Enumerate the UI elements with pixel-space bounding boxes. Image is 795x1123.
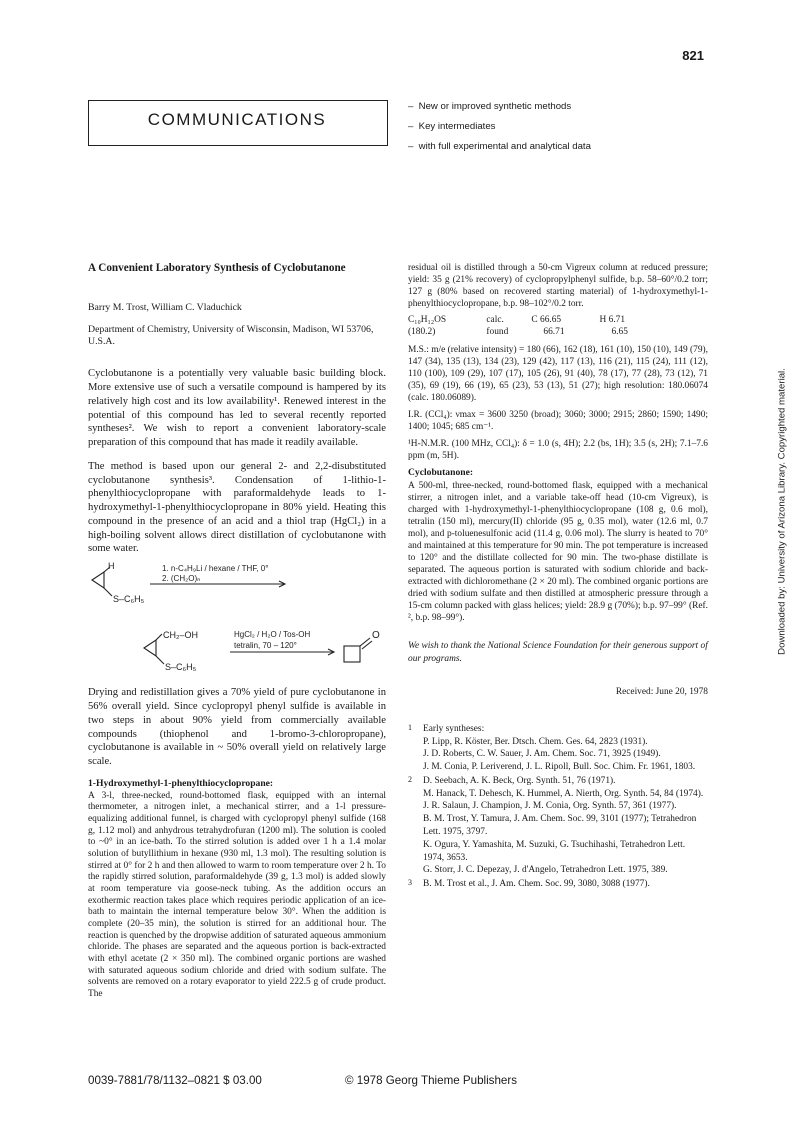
section-title: COMMUNICATIONS bbox=[147, 110, 327, 129]
h-calc: H 6.71 bbox=[599, 315, 626, 326]
carbonyl-bond bbox=[360, 638, 370, 646]
received-date: Received: June 20, 1978 bbox=[615, 686, 708, 697]
reaction-scheme bbox=[88, 558, 386, 680]
reference-line: B. M. Trost, Y. Tamura, J. Am. Chem. Soc. 99, 3101 (1977); Tetrahedron Lett. 1975, 3797. bbox=[423, 814, 697, 837]
feature-item: – with full experimental and analytical data bbox=[408, 137, 591, 157]
reagent-step1: 2. (CH₂O)ₙ bbox=[162, 574, 201, 584]
right-column bbox=[408, 262, 708, 892]
reference bbox=[408, 775, 708, 877]
reference-number: 3 bbox=[408, 878, 412, 888]
reference-line: D. Seebach, A. K. Beck, Org. Synth. 51, 76 (1971). bbox=[423, 775, 616, 786]
reference-number: 2 bbox=[408, 774, 412, 784]
references bbox=[408, 723, 708, 891]
ir-data: I.R. (CCl₄): νmax = 3600 3250 (broad); 3060; 3000; 2915; 2860; 1590; 1490; 1400; 1045; 685 cm⁻¹. bbox=[408, 409, 708, 432]
download-notice-text: Downloaded by: University of Arizona Library. Copyrighted material. bbox=[776, 368, 788, 655]
found-label: found bbox=[486, 326, 509, 337]
publisher: © 1978 Georg Thieme Publishers bbox=[345, 1074, 518, 1087]
reference-line: M. Hanack, T. Dehesch, K. Hummel, A. Nierth, Org. Synth. 54, 84 (1974). bbox=[423, 788, 704, 799]
carbonyl-bond bbox=[362, 641, 372, 649]
cyclopropane-ring bbox=[144, 640, 156, 656]
reaction-scheme-drawing bbox=[88, 558, 386, 680]
article-title: A Convenient Laboratory Synthesis of Cyclobutanone bbox=[88, 262, 346, 274]
h-found: 6.65 bbox=[611, 326, 628, 337]
cyclopropane-ring bbox=[92, 572, 104, 588]
reference-line: B. M. Trost et al., J. Am. Chem. Soc. 99, 3080, 3088 (1977). bbox=[423, 879, 650, 890]
oxygen-label: O bbox=[372, 630, 380, 642]
reference-line: G. Storr, J. C. Depezay, J. d'Angelo, Tetrahedron Lett. 1975, 389. bbox=[423, 865, 668, 876]
bond bbox=[156, 656, 164, 664]
reagent-step2: tetralin, 70 – 120° bbox=[234, 641, 297, 651]
c-calc: C 66.65 bbox=[531, 315, 562, 326]
elemental-analysis bbox=[408, 315, 658, 339]
affiliation: Department of Chemistry, University of Wisconsin, Madison, WI 53706, U.S.A. bbox=[88, 324, 374, 348]
cyclobutane-ring bbox=[344, 646, 360, 662]
sulfide-label: S–C₆H₅ bbox=[113, 594, 145, 605]
reagent-step1: 1. n-C₄H₉Li / hexane / THF, 0° bbox=[162, 564, 269, 574]
reference bbox=[408, 878, 708, 891]
h-atom-label: H bbox=[108, 561, 115, 572]
c-found: 66.71 bbox=[543, 326, 565, 337]
feature-item: – Key intermediates bbox=[408, 117, 591, 137]
download-notice bbox=[772, 316, 792, 716]
intro-paragraph: The method is based upon our general 2- and 2,2-disubstituted cyclobutanone synthesis³. Condensation of 1-lithio-1-phenylthiocyclopropane with paraformaldehyde leads to 1-hydroxymethyl-1-phenylthiocyclopropane in 80% yield. Heating this compound in the presence of an acid and a thiol trap (HgCl₂) in a high-boiling solvent allows direct distillation of cyclobutanone with some water. bbox=[88, 460, 386, 555]
reference-line: K. Ogura, Y. Yamashita, M. Suzuki, G. Tsuchihashi, Tetrahedron Lett. 1974, 3653. bbox=[423, 839, 686, 863]
procedure-text: A 500-ml, three-necked, round-bottomed flask, equipped with a mechanical stirrer, a nitrogen inlet, and a variable take-off head (10-cm Vigreux), is charged with 1-hydroxymethyl-1-phenylthiocyclopropane (108 g, 0.6 mol), tetralin (150 ml), mercury(II) chloride (95 g, 0.35 mol), water (12.6 ml, 0.7 mol), and p-toluenesulfonic acid (11.4 g, 0.06 mol). The slurry is heated to 70° and maintained at this temperature for 90 min. The pot temperature is increased to 120° and the distillate collected for 90 min. The two-phase distillate is separated. The aqueous portion is saturated with sodium chloride and back-extracted with dichloromethane (2 × 20 ml). The combined organic portions are dried with sodium sulfate and then distilled at atmospheric pressure through a 15-cm column packed with glass helices; yield: 28.9 g (70%); b.p. 97–99° (Ref. ², b.p. 98–99°). bbox=[408, 480, 708, 624]
reagent-step2: HgCl₂ / H₂O / Tos-OH bbox=[234, 630, 311, 640]
acknowledgement: We wish to thank the National Science Foundation for their generous support of our programs. bbox=[408, 641, 708, 664]
journal-code: 0039-7881/78/1132–0821 $ 03.00 bbox=[88, 1074, 262, 1087]
procedure-title: 1-Hydroxymethyl-1-phenylthiocyclopropane: bbox=[88, 777, 274, 789]
left-column bbox=[88, 262, 386, 1001]
molecular-weight: (180.2) bbox=[408, 326, 436, 337]
feature-list bbox=[408, 97, 591, 157]
reference-line: Early syntheses: bbox=[423, 723, 485, 734]
reference-line: J. M. Conia, P. Leriverend, J. L. Ripoll, Bull. Soc. Chim. Fr. 1961, 1803. bbox=[423, 762, 696, 773]
formula: C₁₀H₁₂OS bbox=[408, 315, 447, 326]
calc-label: calc. bbox=[486, 315, 504, 326]
intro-paragraph: Cyclobutanone is a potentially very valuable basic building block. More extensive use of such a versatile compound is hampered by its relatively high cost and its low availability¹. Renewed interest in the potential of this compound has led to several recently reported syntheses². We wish to report a convenient laboratory-scale preparation of this compound that has made it readily available. bbox=[88, 368, 386, 449]
mass-spec: M.S.: m/e (relative intensity) = 180 (66), 162 (18), 161 (10), 150 (10), 149 (79), 147 (34), 135 (13), 134 (23), 129 (42), 117 (13), 116 (21), 115 (24), 111 (12), 110 (100), 109 (29), 107 (17), 105 (26), 91 (40), 78 (17), 77 (28), 73 (12), 71 (35), 69 (19), 66 (19), 65 (23), 53 (13), 51 (27); high resolution: 180.06074 (calc. 180.06089). bbox=[408, 344, 708, 403]
procedure-title: Cyclobutanone: bbox=[408, 466, 474, 478]
page-number: 821 bbox=[682, 48, 704, 63]
procedure-text: A 3-l, three-necked, round-bottomed flask, equipped with an internal thermometer, a nitrogen inlet, a mechanical stirrer, and a 1-l pressure-equalizing additional funnel, is charged with cyclopropyl phenyl sulfide (168 g, 1.12 mol) and anhydrous tetrahydrofuran (1200 ml). The solution is cooled to ~0° in an ice-bath. To the stirred solution is added over 1 h a 1.4 molar solution of butyllithium in hexane (930 ml, 1.3 mol). The resulting solution is stirred at 0° for 2 h and then allowed to warm to room temperature over 2 h. To the rapidly stirred solution, paraformaldehyde (39 g, 1.3 mol) is added slowly at room temperature via goose-neck tubing. As the addition occurs an exothermic reaction takes place which requires periodic application of an ice-bath to maintain the internal temperature below 30°. When the addition is complete (20–35 min), the solution is stirred for an additional hour. The reaction is quenched by the dropwise addition of saturated aqueous ammonium chloride. The phases are separated and the aqueous portion is back-extracted with ethyl acetate (2 × 350 ml). The combined organic portions are washed with saturated aqueous sodium chloride and dried with sodium sulfate. The solvents are removed on a rotary evaporator to yield 222.5 g of crude product. The bbox=[88, 790, 386, 999]
reference-number: 1 bbox=[408, 722, 412, 732]
reference-line: J. D. Roberts, C. W. Sauer, J. Am. Chem. Soc. 71, 3925 (1949). bbox=[423, 749, 661, 760]
bond bbox=[156, 634, 162, 640]
bond bbox=[104, 588, 112, 596]
procedure-continuation: residual oil is distilled through a 50-cm Vigreux column at reduced pressure; yield: 35 g (21% recovery) of cyclopropylphenyl sulfide, b.p. 58–60°/0.2 torr; 127 g (80% based on recovered starting material) of 1-hydroxymethyl-1-phenylthiocyclopropane, b.p. 98–102°/0.2 torr. bbox=[408, 263, 708, 310]
authors: Barry M. Trost, William C. Vladuchick bbox=[88, 302, 242, 313]
reference bbox=[408, 723, 708, 774]
hydroxymethyl-label: CH₂–OH bbox=[163, 630, 198, 641]
reference-line: J. R. Salaun, J. Champion, J. M. Conia, Org. Synth. 57, 361 (1977). bbox=[423, 801, 677, 812]
reference-line: P. Lipp, R. Köster, Ber. Dtsch. Chem. Ges. 64, 2823 (1931). bbox=[423, 736, 648, 747]
nmr-data: ¹H-N.M.R. (100 MHz, CCl₄): δ = 1.0 (s, 4H); 2.2 (bs, 1H); 3.5 (s, 2H); 7.1–7.6 ppm (m, 5H). bbox=[408, 438, 708, 461]
results-paragraph: Drying and redistillation gives a 70% yield of pure cyclobutanone in 56% overall yield. Since cyclopropyl phenyl sulfide is available in two steps in about 90% yield from commercially available compounds (thiophenol and 1-bromo-3-chloropropane), cyclobutanone is available in ~ 50% overall yield on relatively large scale. bbox=[88, 687, 386, 768]
feature-item: – New or improved synthetic methods bbox=[408, 97, 591, 117]
sulfide-label: S–C₆H₅ bbox=[165, 662, 197, 673]
